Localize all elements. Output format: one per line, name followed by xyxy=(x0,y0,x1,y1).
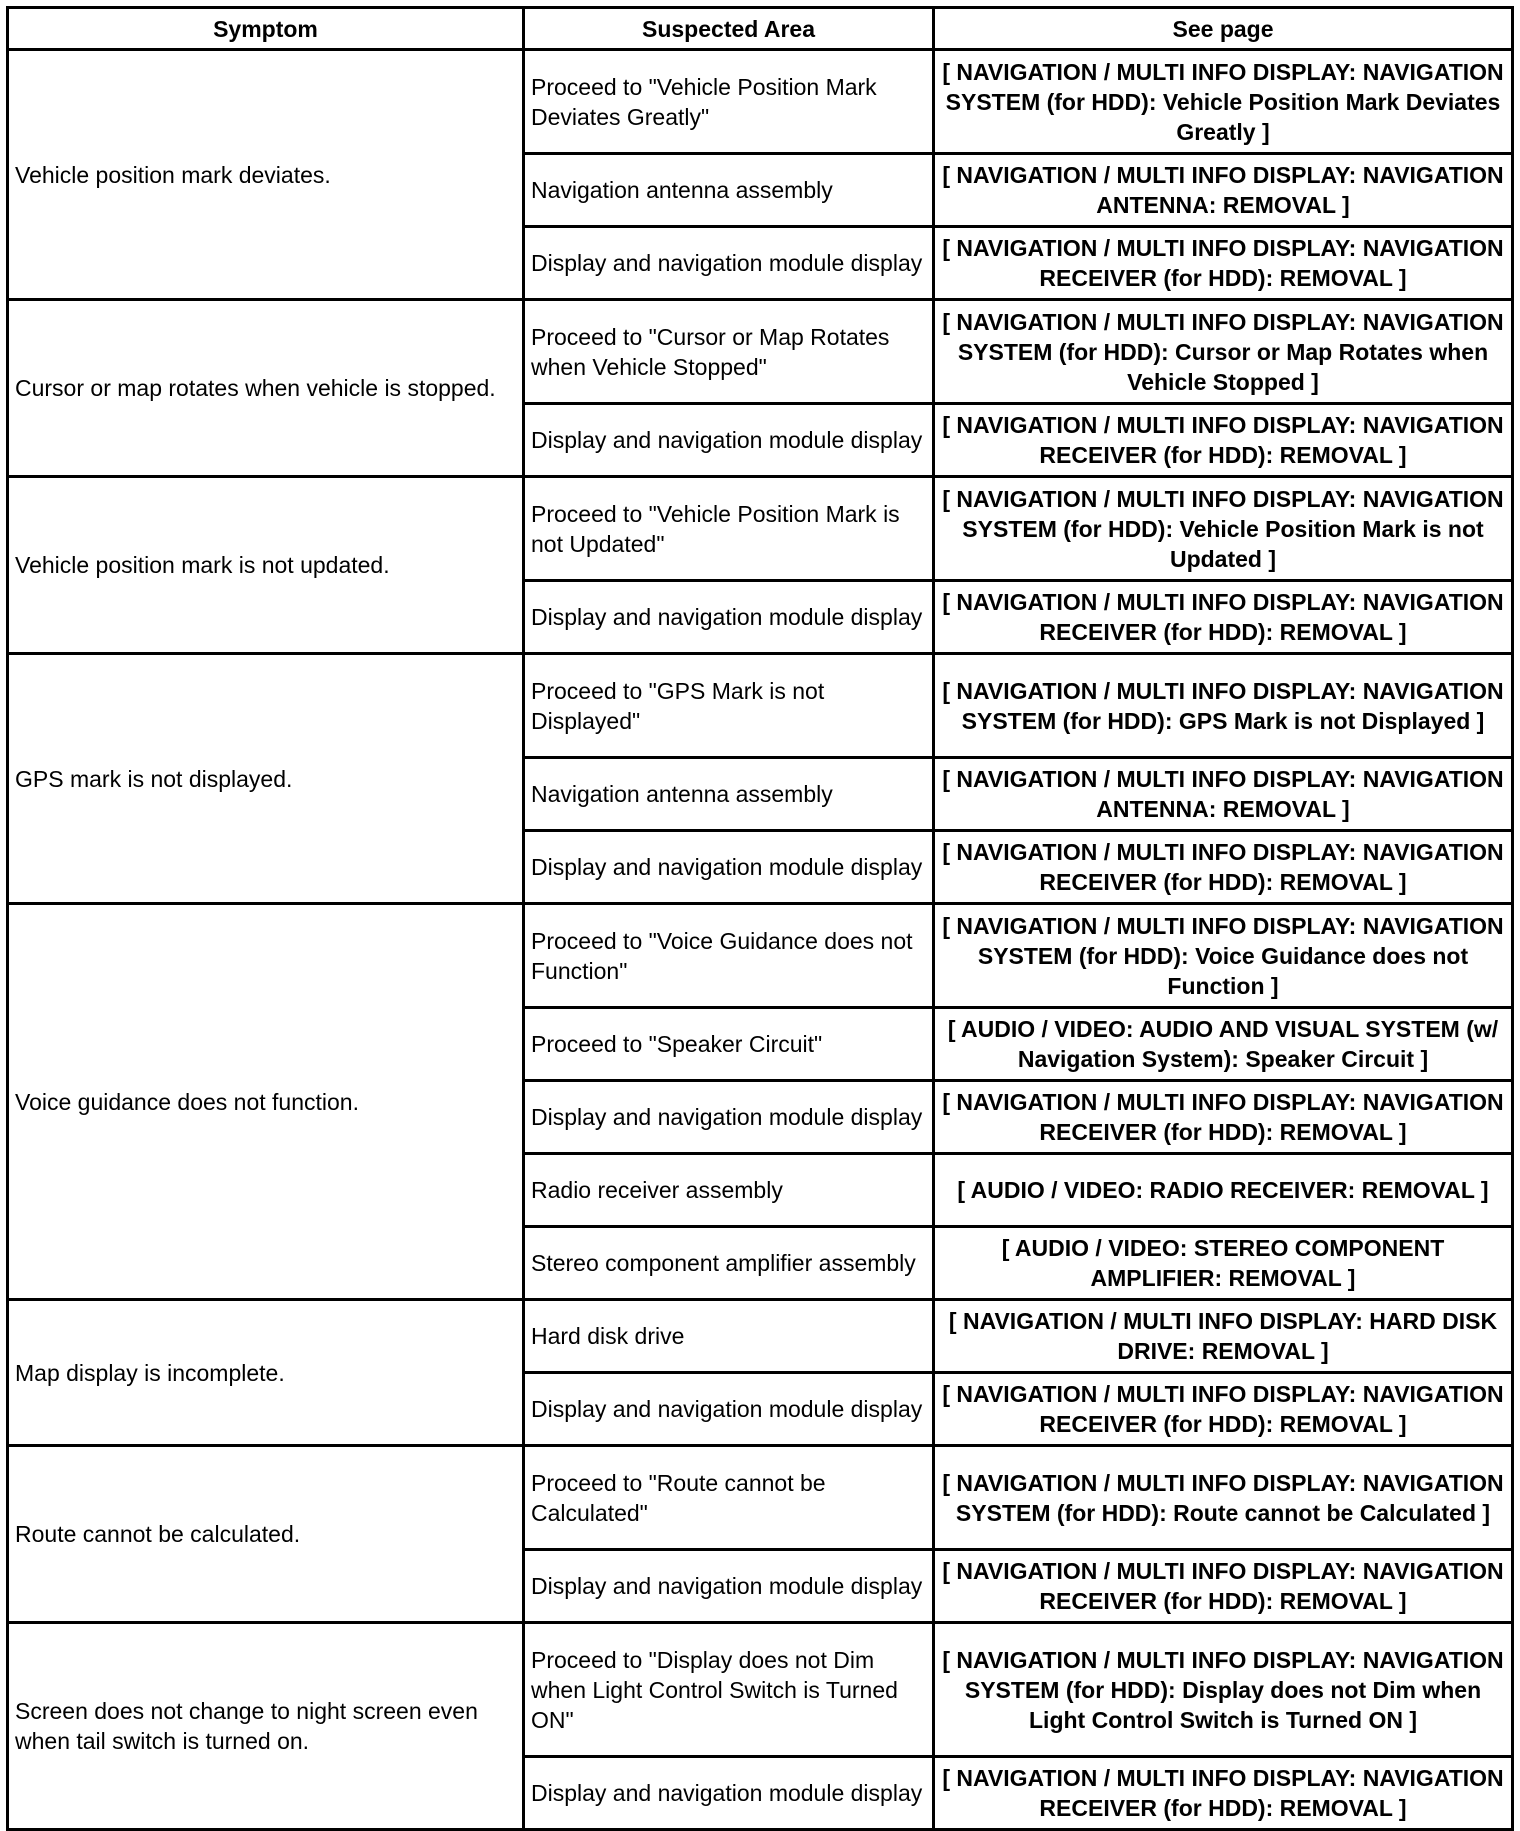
see-page-cell: [ NAVIGATION / MULTI INFO DISPLAY: NAVIGATION ANTENNA: REMOVAL ] xyxy=(934,154,1513,227)
see-page-cell: [ NAVIGATION / MULTI INFO DISPLAY: NAVIGATION SYSTEM (for HDD): GPS Mark is not Displayed ] xyxy=(934,654,1513,758)
table-row xyxy=(8,654,1513,758)
suspected-area-cell: Proceed to "Route cannot be Calculated" xyxy=(524,1446,934,1550)
see-page-cell: [ NAVIGATION / MULTI INFO DISPLAY: NAVIGATION RECEIVER (for HDD): REMOVAL ] xyxy=(934,1757,1513,1830)
suspected-area-cell: Proceed to "Display does not Dim when Light Control Switch is Turned ON" xyxy=(524,1623,934,1757)
see-page-cell: [ NAVIGATION / MULTI INFO DISPLAY: NAVIGATION RECEIVER (for HDD): REMOVAL ] xyxy=(934,404,1513,477)
see-page-cell: [ NAVIGATION / MULTI INFO DISPLAY: NAVIGATION RECEIVER (for HDD): REMOVAL ] xyxy=(934,1373,1513,1446)
suspected-area-cell: Display and navigation module display xyxy=(524,1757,934,1830)
symptom-cell: Vehicle position mark deviates. xyxy=(8,50,524,300)
symptom-cell: Voice guidance does not function. xyxy=(8,904,524,1300)
see-page-cell: [ NAVIGATION / MULTI INFO DISPLAY: NAVIGATION SYSTEM (for HDD): Voice Guidance does not Function ] xyxy=(934,904,1513,1008)
see-page-cell: [ NAVIGATION / MULTI INFO DISPLAY: NAVIGATION RECEIVER (for HDD): REMOVAL ] xyxy=(934,227,1513,300)
see-page-cell: [ NAVIGATION / MULTI INFO DISPLAY: NAVIGATION ANTENNA: REMOVAL ] xyxy=(934,758,1513,831)
suspected-area-cell: Display and navigation module display xyxy=(524,404,934,477)
suspected-area-cell: Display and navigation module display xyxy=(524,227,934,300)
see-page-cell: [ NAVIGATION / MULTI INFO DISPLAY: NAVIGATION SYSTEM (for HDD): Vehicle Position Mark Deviates Greatly ] xyxy=(934,50,1513,154)
troubleshooting-table xyxy=(6,6,1514,1831)
see-page-cell: [ AUDIO / VIDEO: RADIO RECEIVER: REMOVAL ] xyxy=(934,1154,1513,1227)
table-body xyxy=(8,50,1513,1830)
suspected-area-cell: Radio receiver assembly xyxy=(524,1154,934,1227)
suspected-area-cell: Proceed to "Cursor or Map Rotates when Vehicle Stopped" xyxy=(524,300,934,404)
table-row xyxy=(8,477,1513,581)
see-page-cell: [ NAVIGATION / MULTI INFO DISPLAY: NAVIGATION SYSTEM (for HDD): Vehicle Position Mark is not Updated ] xyxy=(934,477,1513,581)
suspected-area-cell: Proceed to "GPS Mark is not Displayed" xyxy=(524,654,934,758)
suspected-area-cell: Navigation antenna assembly xyxy=(524,758,934,831)
suspected-area-cell: Display and navigation module display xyxy=(524,1550,934,1623)
symptom-cell: Vehicle position mark is not updated. xyxy=(8,477,524,654)
see-page-cell: [ AUDIO / VIDEO: AUDIO AND VISUAL SYSTEM (w/ Navigation System): Speaker Circuit ] xyxy=(934,1008,1513,1081)
symptom-cell: Cursor or map rotates when vehicle is stopped. xyxy=(8,300,524,477)
suspected-area-cell: Display and navigation module display xyxy=(524,1373,934,1446)
suspected-area-cell: Display and navigation module display xyxy=(524,831,934,904)
see-page-cell: [ NAVIGATION / MULTI INFO DISPLAY: NAVIGATION SYSTEM (for HDD): Cursor or Map Rotates when Vehicle Stopped ] xyxy=(934,300,1513,404)
see-page-cell: [ NAVIGATION / MULTI INFO DISPLAY: NAVIGATION RECEIVER (for HDD): REMOVAL ] xyxy=(934,1550,1513,1623)
suspected-area-cell: Proceed to "Voice Guidance does not Function" xyxy=(524,904,934,1008)
suspected-area-cell: Stereo component amplifier assembly xyxy=(524,1227,934,1300)
see-page-cell: [ NAVIGATION / MULTI INFO DISPLAY: NAVIGATION RECEIVER (for HDD): REMOVAL ] xyxy=(934,831,1513,904)
symptom-cell: GPS mark is not displayed. xyxy=(8,654,524,904)
suspected-area-cell: Proceed to "Speaker Circuit" xyxy=(524,1008,934,1081)
table-row xyxy=(8,1623,1513,1757)
header-suspected-area: Suspected Area xyxy=(524,8,934,50)
suspected-area-cell: Display and navigation module display xyxy=(524,581,934,654)
table-row xyxy=(8,300,1513,404)
suspected-area-cell: Navigation antenna assembly xyxy=(524,154,934,227)
symptom-cell: Map display is incomplete. xyxy=(8,1300,524,1446)
see-page-cell: [ AUDIO / VIDEO: STEREO COMPONENT AMPLIFIER: REMOVAL ] xyxy=(934,1227,1513,1300)
see-page-cell: [ NAVIGATION / MULTI INFO DISPLAY: HARD DISK DRIVE: REMOVAL ] xyxy=(934,1300,1513,1373)
table-row xyxy=(8,1446,1513,1550)
see-page-cell: [ NAVIGATION / MULTI INFO DISPLAY: NAVIGATION RECEIVER (for HDD): REMOVAL ] xyxy=(934,581,1513,654)
header-see-page: See page xyxy=(934,8,1513,50)
see-page-cell: [ NAVIGATION / MULTI INFO DISPLAY: NAVIGATION SYSTEM (for HDD): Display does not Dim when Light Control Switch is Turned ON ] xyxy=(934,1623,1513,1757)
header-symptom: Symptom xyxy=(8,8,524,50)
table-row xyxy=(8,904,1513,1008)
see-page-cell: [ NAVIGATION / MULTI INFO DISPLAY: NAVIGATION SYSTEM (for HDD): Route cannot be Calculated ] xyxy=(934,1446,1513,1550)
suspected-area-cell: Hard disk drive xyxy=(524,1300,934,1373)
symptom-cell: Screen does not change to night screen even when tail switch is turned on. xyxy=(8,1623,524,1830)
suspected-area-cell: Display and navigation module display xyxy=(524,1081,934,1154)
table-row xyxy=(8,50,1513,154)
header-row xyxy=(8,8,1513,50)
see-page-cell: [ NAVIGATION / MULTI INFO DISPLAY: NAVIGATION RECEIVER (for HDD): REMOVAL ] xyxy=(934,1081,1513,1154)
symptom-cell: Route cannot be calculated. xyxy=(8,1446,524,1623)
suspected-area-cell: Proceed to "Vehicle Position Mark Deviates Greatly" xyxy=(524,50,934,154)
table-row xyxy=(8,1300,1513,1373)
suspected-area-cell: Proceed to "Vehicle Position Mark is not Updated" xyxy=(524,477,934,581)
